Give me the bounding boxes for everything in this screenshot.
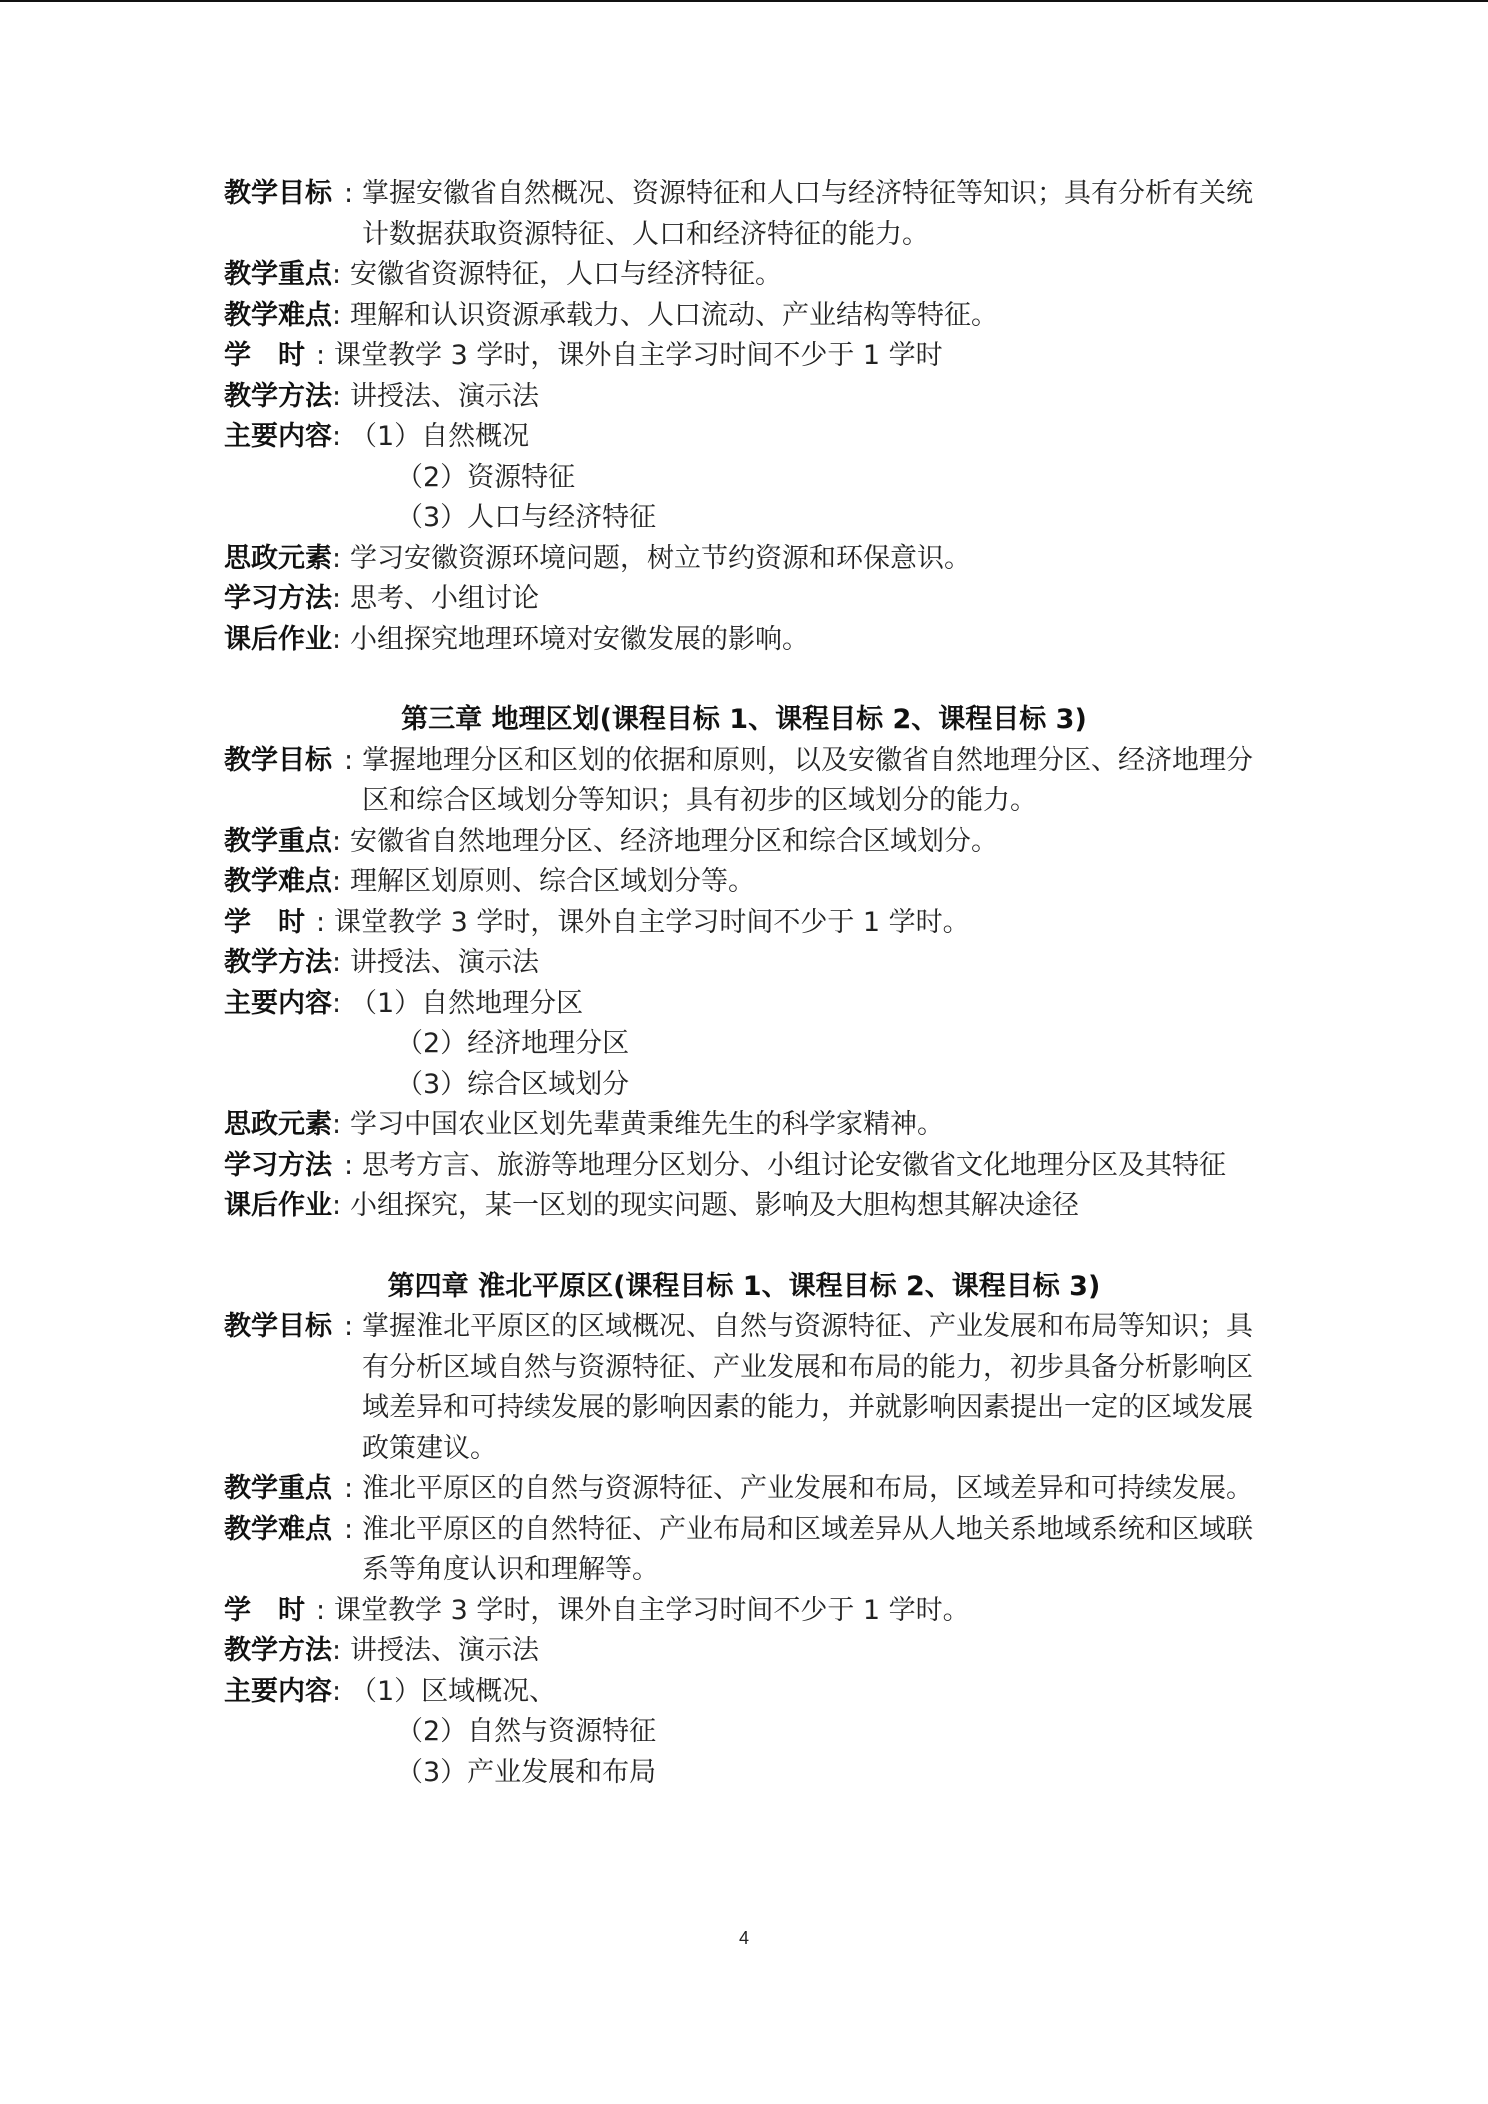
field-label: 教学重点: [224, 1473, 332, 1504]
field-key-points: [224, 822, 1264, 863]
field-value: 课堂教学 3 学时，课外自主学习时间不少于 1 学时。: [334, 1594, 970, 1626]
field-homework: [224, 620, 1264, 661]
field-label: 教学方法: [224, 380, 332, 412]
field-method: [224, 377, 1264, 418]
field-value: 讲授法、演示法: [350, 947, 539, 978]
field-label: 教学难点: [224, 866, 332, 897]
section-chapter-3: [224, 700, 1264, 1227]
field-value: （1）自然地理分区: [350, 987, 584, 1019]
field-label: 教学目标: [224, 1311, 332, 1342]
field-homework: [224, 1186, 1264, 1227]
field-label: 学 时: [224, 1594, 305, 1626]
field-label: 学习方法: [224, 583, 332, 614]
content-sub-item: （3）人口与经济特征: [396, 502, 657, 533]
field-ideology: [224, 539, 1264, 580]
section-chapter-4: [224, 1267, 1264, 1794]
field-content: [224, 417, 1264, 458]
field-label: 教学方法: [224, 947, 332, 978]
content-sub-item: （2）资源特征: [396, 461, 576, 493]
field-value: 安徽省自然地理分区、经济地理分区和综合区域划分。: [350, 825, 998, 857]
field-teaching-goal: [224, 741, 1264, 822]
field-label: 教学目标: [224, 178, 332, 209]
field-value: 讲授法、演示法: [350, 1635, 539, 1666]
field-learning-method: [224, 579, 1264, 620]
field-label: 教学重点: [224, 825, 332, 857]
content-sub-item: （3）综合区域划分: [396, 1068, 630, 1100]
field-label: 学 时: [224, 340, 305, 371]
page-number: 4: [738, 1928, 749, 1948]
chapter-heading: 第三章 地理区划(课程目标 1、课程目标 2、课程目标 3): [401, 704, 1087, 735]
document-body: [224, 174, 1264, 1793]
field-difficulties: [224, 1510, 1264, 1591]
field-value: 掌握淮北平原区的区域概况、自然与资源特征、产业发展和布局等知识；具有分析区域自然与资源特征、产业发展和布局的能力，初步具备分析影响区域差异和可持续发展的影响因素的能力，并就影响因素提出一定的区域发展政策建议。: [362, 1311, 1253, 1464]
field-value: 课堂教学 3 学时，课外自主学习时间不少于 1 学时。: [334, 906, 970, 938]
field-value: 掌握安徽省自然概况、资源特征和人口与经济特征等知识；具有分析有关统计数据获取资源特征、人口和经济特征的能力。: [362, 178, 1253, 250]
field-teaching-goal: [224, 1307, 1264, 1469]
field-label: 教学难点: [224, 299, 332, 331]
field-difficulties: [224, 296, 1264, 337]
field-value: 淮北平原区的自然特征、产业布局和区域差异从人地关系地域系统和区域联系等角度认识和理解等。: [362, 1513, 1253, 1585]
field-method: [224, 1631, 1264, 1672]
section-continuation: [224, 174, 1264, 660]
field-label: 学习方法: [224, 1149, 332, 1181]
field-label: 主要内容: [224, 421, 332, 452]
field-value: 思考、小组讨论: [350, 583, 539, 614]
field-teaching-goal: [224, 174, 1264, 255]
chapter-heading: 第四章 淮北平原区(课程目标 1、课程目标 2、课程目标 3): [387, 1270, 1101, 1302]
field-label: 课后作业: [224, 623, 332, 655]
field-content: [224, 984, 1264, 1025]
field-key-points: [224, 255, 1264, 296]
content-sub-item: （3）产业发展和布局: [396, 1756, 657, 1788]
field-value: 学习中国农业区划先辈黄秉维先生的科学家精神。: [350, 1109, 944, 1140]
content-sub-item: （2）经济地理分区: [396, 1028, 630, 1059]
field-label: 主要内容: [224, 1675, 332, 1707]
field-label: 思政元素: [224, 542, 332, 574]
field-value: 安徽省资源特征，人口与经济特征。: [350, 259, 782, 290]
field-value: 掌握地理分区和区划的依据和原则，以及安徽省自然地理分区、经济地理分区和综合区域划分等知识；具有初步的区域划分的能力。: [362, 744, 1253, 816]
field-key-points: [224, 1469, 1264, 1510]
field-value: 思考方言、旅游等地理分区划分、小组讨论安徽省文化地理分区及其特征: [362, 1149, 1226, 1181]
field-label: 思政元素: [224, 1109, 332, 1140]
field-content: [224, 1672, 1264, 1713]
field-value: （1）区域概况、: [350, 1675, 557, 1707]
field-value: 理解和认识资源承载力、人口流动、产业结构等特征。: [350, 299, 998, 331]
field-value: 淮北平原区的自然与资源特征、产业发展和布局，区域差异和可持续发展。: [362, 1473, 1253, 1504]
field-hours: [224, 903, 1264, 944]
field-value: 小组探究地理环境对安徽发展的影响。: [350, 623, 809, 655]
field-label: 课后作业: [224, 1190, 332, 1221]
field-label: 教学方法: [224, 1635, 332, 1666]
page-top-border: [0, 0, 1488, 2]
field-value: （1）自然概况: [350, 421, 530, 452]
field-hours: [224, 336, 1264, 377]
field-label: 教学目标: [224, 744, 332, 776]
field-ideology: [224, 1105, 1264, 1146]
field-learning-method: [224, 1146, 1264, 1187]
field-label: 教学重点: [224, 259, 332, 290]
field-label: 学 时: [224, 906, 305, 938]
field-value: 学习安徽资源环境问题，树立节约资源和环保意识。: [350, 542, 971, 574]
field-value: 讲授法、演示法: [350, 380, 539, 412]
field-difficulties: [224, 862, 1264, 903]
field-method: [224, 943, 1264, 984]
field-value: 理解区划原则、综合区域划分等。: [350, 866, 755, 897]
field-label: 教学难点: [224, 1513, 332, 1545]
content-sub-item: （2）自然与资源特征: [396, 1716, 657, 1747]
field-label: 主要内容: [224, 987, 332, 1019]
field-hours: [224, 1591, 1264, 1632]
field-value: 课堂教学 3 学时，课外自主学习时间不少于 1 学时: [334, 340, 943, 371]
field-value: 小组探究，某一区划的现实问题、影响及大胆构想其解决途径: [350, 1190, 1079, 1221]
